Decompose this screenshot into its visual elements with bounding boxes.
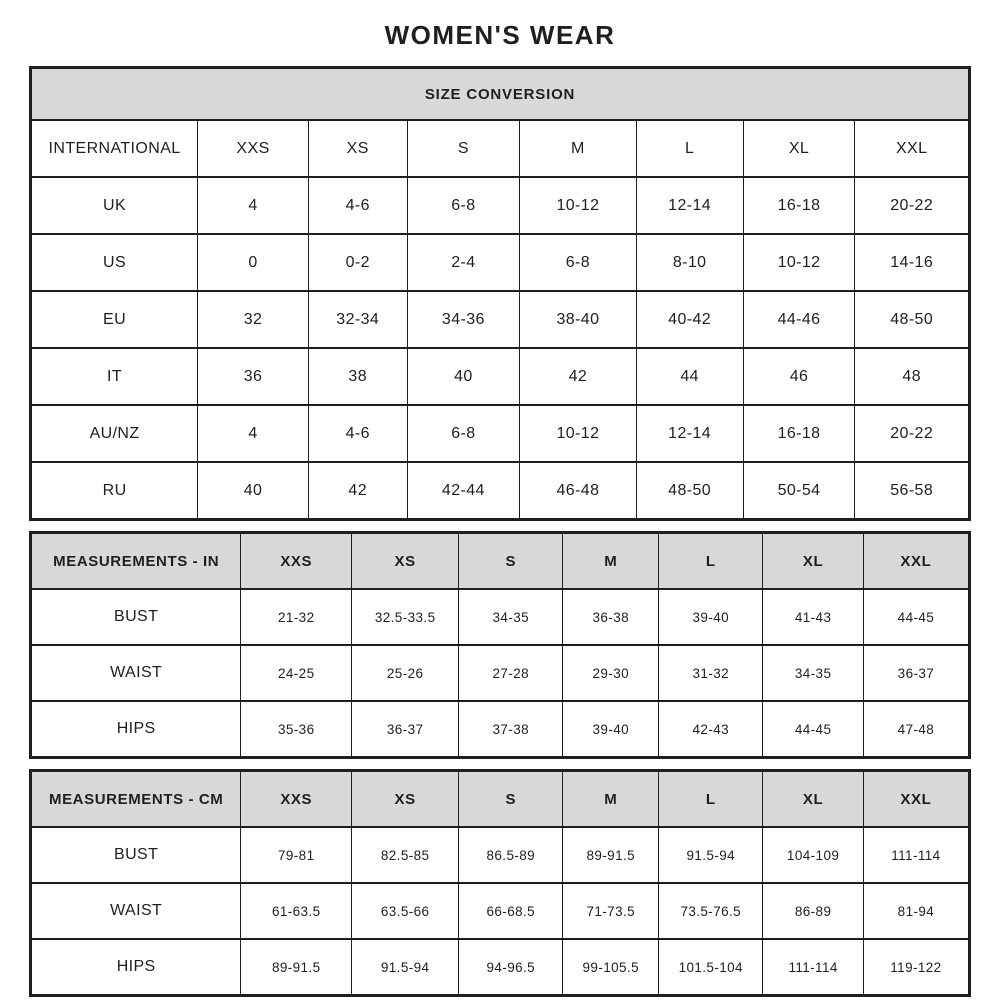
table-row — [31, 589, 970, 645]
measurement-value: 27-28 — [459, 645, 563, 701]
measurement-value: 47-48 — [863, 701, 969, 758]
measurements-cm-table — [29, 769, 971, 997]
column-header: M — [563, 771, 659, 828]
size-value: 38-40 — [520, 291, 636, 348]
column-header: XS — [352, 533, 459, 590]
size-value: 48 — [855, 348, 970, 405]
column-header: S — [407, 120, 520, 177]
measurement-value: 94-96.5 — [459, 939, 563, 996]
measurement-value: 39-40 — [659, 589, 763, 645]
size-value: 14-16 — [855, 234, 970, 291]
row-label: RU — [31, 462, 198, 520]
column-header: XL — [743, 120, 855, 177]
measurement-value: 36-38 — [563, 589, 659, 645]
measurement-value: 63.5-66 — [352, 883, 459, 939]
measurement-value: 29-30 — [563, 645, 659, 701]
table-row — [31, 348, 970, 405]
column-header-row — [31, 120, 970, 177]
measurement-value: 71-73.5 — [563, 883, 659, 939]
row-label: AU/NZ — [31, 405, 198, 462]
measurement-value: 91.5-94 — [659, 827, 763, 883]
column-header: L — [659, 533, 763, 590]
table-row — [31, 883, 970, 939]
measurement-value: 89-91.5 — [563, 827, 659, 883]
size-value: 6-8 — [520, 234, 636, 291]
measurement-value: 37-38 — [459, 701, 563, 758]
row-label: WAIST — [31, 883, 241, 939]
size-value: 44-46 — [743, 291, 855, 348]
size-value: 2-4 — [407, 234, 520, 291]
row-label: EU — [31, 291, 198, 348]
column-header: L — [636, 120, 743, 177]
size-value: 12-14 — [636, 177, 743, 234]
column-header: M — [563, 533, 659, 590]
size-conversion-table — [29, 66, 971, 521]
measurement-value: 44-45 — [863, 589, 969, 645]
measurement-value: 42-43 — [659, 701, 763, 758]
measurement-value: 41-43 — [763, 589, 863, 645]
page-title: WOMEN'S WEAR — [384, 20, 616, 50]
table-row — [31, 701, 970, 758]
size-value: 42-44 — [407, 462, 520, 520]
table-title: MEASUREMENTS - CM — [31, 771, 241, 828]
table-row — [31, 939, 970, 996]
row-label: WAIST — [31, 645, 241, 701]
column-header: XXS — [241, 771, 352, 828]
measurement-value: 111-114 — [863, 827, 969, 883]
column-header: XL — [763, 771, 863, 828]
size-value: 42 — [308, 462, 407, 520]
table-row — [31, 405, 970, 462]
row-label: UK — [31, 177, 198, 234]
column-header: XS — [352, 771, 459, 828]
measurement-value: 21-32 — [241, 589, 352, 645]
column-header: M — [520, 120, 636, 177]
size-value: 40 — [198, 462, 309, 520]
table-row — [31, 827, 970, 883]
measurement-value: 86.5-89 — [459, 827, 563, 883]
measurement-value: 79-81 — [241, 827, 352, 883]
size-value: 10-12 — [743, 234, 855, 291]
column-header: S — [459, 533, 563, 590]
column-header: XS — [308, 120, 407, 177]
size-value: 20-22 — [855, 177, 970, 234]
measurement-value: 101.5-104 — [659, 939, 763, 996]
size-value: 32 — [198, 291, 309, 348]
table-title: SIZE CONVERSION — [31, 68, 970, 121]
column-header: XXS — [198, 120, 309, 177]
table-row — [31, 645, 970, 701]
row-label: IT — [31, 348, 198, 405]
measurement-value: 99-105.5 — [563, 939, 659, 996]
column-header: XXL — [863, 771, 969, 828]
table-banner-row — [31, 68, 970, 121]
size-value: 44 — [636, 348, 743, 405]
measurement-value: 35-36 — [241, 701, 352, 758]
table-row — [31, 177, 970, 234]
size-value: 4-6 — [308, 177, 407, 234]
size-value: 16-18 — [743, 177, 855, 234]
measurement-value: 81-94 — [863, 883, 969, 939]
size-value: 4-6 — [308, 405, 407, 462]
size-value: 38 — [308, 348, 407, 405]
size-value: 4 — [198, 177, 309, 234]
row-label: BUST — [31, 589, 241, 645]
size-value: 6-8 — [407, 177, 520, 234]
column-header: L — [659, 771, 763, 828]
row-label: HIPS — [31, 939, 241, 996]
row-label: HIPS — [31, 701, 241, 758]
measurement-value: 36-37 — [352, 701, 459, 758]
measurement-value: 24-25 — [241, 645, 352, 701]
column-header-row — [31, 533, 970, 590]
measurement-value: 66-68.5 — [459, 883, 563, 939]
table-row — [31, 462, 970, 520]
measurement-value: 61-63.5 — [241, 883, 352, 939]
size-value: 16-18 — [743, 405, 855, 462]
table-row — [31, 291, 970, 348]
size-value: 4 — [198, 405, 309, 462]
measurement-value: 34-35 — [459, 589, 563, 645]
size-value: 20-22 — [855, 405, 970, 462]
measurement-value: 91.5-94 — [352, 939, 459, 996]
measurement-value: 119-122 — [863, 939, 969, 996]
column-header: XXL — [863, 533, 969, 590]
row-label: US — [31, 234, 198, 291]
measurement-value: 89-91.5 — [241, 939, 352, 996]
measurement-value: 32.5-33.5 — [352, 589, 459, 645]
size-value: 12-14 — [636, 405, 743, 462]
size-value: 32-34 — [308, 291, 407, 348]
column-header-row — [31, 771, 970, 828]
size-value: 8-10 — [636, 234, 743, 291]
measurements-in-table — [29, 531, 971, 759]
measurement-value: 104-109 — [763, 827, 863, 883]
measurement-value: 39-40 — [563, 701, 659, 758]
table-row — [31, 234, 970, 291]
size-value: 42 — [520, 348, 636, 405]
row-label: BUST — [31, 827, 241, 883]
table-title: MEASUREMENTS - IN — [31, 533, 241, 590]
measurement-value: 111-114 — [763, 939, 863, 996]
size-value: 50-54 — [743, 462, 855, 520]
measurement-value: 86-89 — [763, 883, 863, 939]
size-value: 10-12 — [520, 405, 636, 462]
column-header: XXL — [855, 120, 970, 177]
column-header: INTERNATIONAL — [31, 120, 198, 177]
size-value: 36 — [198, 348, 309, 405]
size-value: 0 — [198, 234, 309, 291]
measurement-value: 73.5-76.5 — [659, 883, 763, 939]
measurement-value: 34-35 — [763, 645, 863, 701]
column-header: XXS — [241, 533, 352, 590]
size-value: 34-36 — [407, 291, 520, 348]
measurement-value: 36-37 — [863, 645, 969, 701]
size-value: 56-58 — [855, 462, 970, 520]
size-value: 0-2 — [308, 234, 407, 291]
measurement-value: 25-26 — [352, 645, 459, 701]
size-value: 10-12 — [520, 177, 636, 234]
size-value: 46-48 — [520, 462, 636, 520]
size-value: 40 — [407, 348, 520, 405]
size-value: 46 — [743, 348, 855, 405]
measurement-value: 31-32 — [659, 645, 763, 701]
measurement-value: 44-45 — [763, 701, 863, 758]
size-value: 40-42 — [636, 291, 743, 348]
size-value: 6-8 — [407, 405, 520, 462]
column-header: XL — [763, 533, 863, 590]
measurement-value: 82.5-85 — [352, 827, 459, 883]
size-value: 48-50 — [855, 291, 970, 348]
column-header: S — [459, 771, 563, 828]
size-value: 48-50 — [636, 462, 743, 520]
